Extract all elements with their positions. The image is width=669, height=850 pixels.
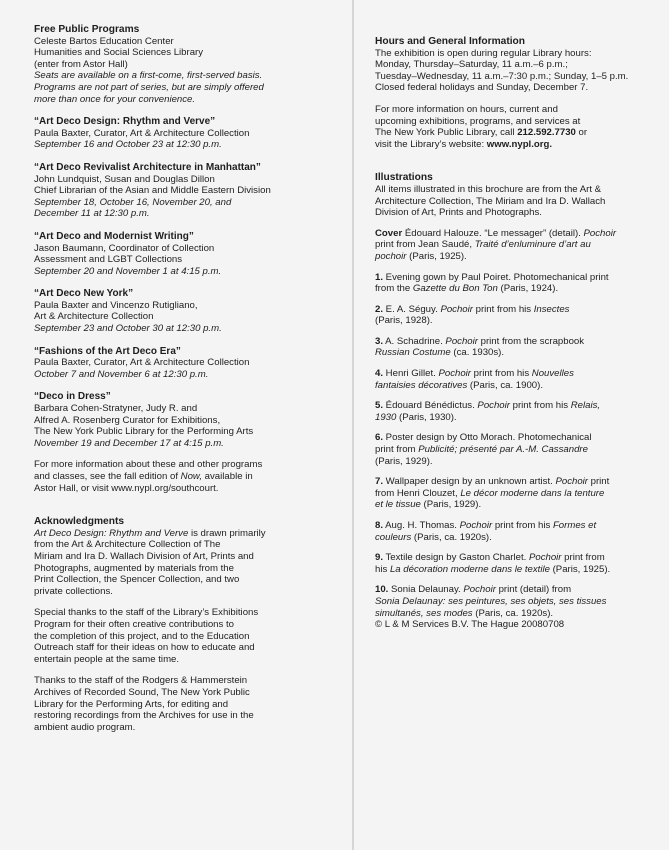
info-line: upcoming exhibitions, programs, and services at <box>375 115 581 127</box>
ack-line: the completion of this project, and to the Education <box>34 630 250 642</box>
illustration-credit <box>375 336 637 359</box>
left-column <box>34 24 338 733</box>
programs-heading: Free Public Programs <box>34 24 140 35</box>
credit-italic: Formes et <box>552 520 597 531</box>
credit-italic: Traité d’enluminure d’art au <box>474 239 591 251</box>
credit-text: print from his <box>472 303 534 315</box>
info-line: For more information on hours, current and <box>375 103 558 115</box>
ack-line: private collections. <box>34 585 113 597</box>
credit-line <box>375 596 637 608</box>
now-publication: Now, <box>180 471 202 482</box>
credit-italic: Relais, <box>570 400 601 412</box>
ack-line: Print Collection, the Spencer Collection, and two <box>34 574 240 586</box>
credit-text: from Henri Clouzet, <box>375 487 461 499</box>
hours-line: The exhibition is open during regular Library hours: <box>375 47 592 59</box>
program-entry <box>34 346 338 381</box>
program-title: “Art Deco and Modernist Writing” <box>34 230 194 242</box>
credit-text: print from Jean Saudé, <box>375 239 475 251</box>
credit-text: Édouard Halouze. “Le messager” (detail). <box>402 227 584 239</box>
credit-number: 1. <box>375 271 384 283</box>
program-presenter: Jason Baumann, Coordinator of Collection <box>34 242 215 254</box>
ack-line: Thanks to the staff of the Rodgers & Hammerstein <box>34 675 248 687</box>
seats-note: Programs are not part of series, but are simply offered <box>34 81 264 93</box>
credit-text: Poster design by Otto Morach. Photomechanical <box>383 432 592 444</box>
seats-note: more than once for your convenience. <box>34 93 196 105</box>
right-column <box>375 36 637 631</box>
credit-text: A. Schadrine. <box>383 335 446 347</box>
credit-italic: Pochoir <box>463 584 496 596</box>
info-line <box>375 127 637 139</box>
program-entry <box>34 391 338 449</box>
credit-text: E. A. Séguy. <box>383 303 441 315</box>
venue-line: (enter from Astor Hall) <box>34 58 128 70</box>
illustration-credit <box>375 432 637 467</box>
info-text: The New York Public Library, call <box>375 127 515 139</box>
credit-italic: couleurs <box>375 531 412 543</box>
credit-text: Textile design by Gaston Charlet. <box>383 552 529 564</box>
hours-line: Monday, Thursday–Saturday, 11 a.m.–6 p.m.; <box>375 59 568 71</box>
credit-number: 4. <box>375 368 384 380</box>
program-presenter: Chief Librarian of the Asian and Middle Eastern Division <box>34 185 271 197</box>
program-presenter: The New York Public Library for the Performing Arts <box>34 426 254 438</box>
credit-number: 10. <box>375 584 389 596</box>
cover-label: Cover <box>375 227 403 239</box>
credit-line <box>375 476 637 488</box>
credit-number: 9. <box>375 552 384 564</box>
credit-line <box>375 444 637 456</box>
program-dates: December 11 at 12:30 p.m. <box>34 208 150 220</box>
credit-italic: Pochoir <box>438 368 471 380</box>
credit-italic: Russian Costume <box>375 347 451 359</box>
credit-text: his <box>375 563 390 575</box>
credit-line <box>375 272 637 284</box>
illustration-credit <box>375 584 637 630</box>
credit-text: (Paris, 1924). <box>497 283 559 295</box>
hours-line: Tuesday–Wednesday, 11 a.m.–7:30 p.m.; Sunday, 1–5 p.m. <box>375 70 629 82</box>
program-presenter: Paula Baxter and Vincenzo Rutigliano, <box>34 299 198 311</box>
program-entry <box>34 116 338 151</box>
ack-text: is drawn primarily <box>188 527 266 539</box>
credit-text: print from <box>561 552 605 564</box>
credit-italic: Pochoir <box>477 400 510 412</box>
ack-line: Program for their often creative contributions to <box>34 618 234 630</box>
illustration-credit <box>375 520 637 543</box>
more-info-line[interactable]: Astor Hall, or visit www.nypl.org/southcourt. <box>34 482 219 494</box>
credit-line <box>375 304 637 316</box>
credit-line <box>375 532 637 544</box>
program-dates: September 16 and October 23 at 12:30 p.m. <box>34 139 222 151</box>
program-title: “Fashions of the Art Deco Era” <box>34 345 181 357</box>
credit-italic: Insectes <box>533 303 570 315</box>
hours-heading: Hours and General Information <box>375 36 526 47</box>
credit-text: Aug. H. Thomas. <box>383 520 460 531</box>
credit-italic: Le décor moderne dans la tenture <box>460 487 605 499</box>
credit-text: (Paris, 1925). <box>406 250 467 262</box>
illustration-credit <box>375 400 637 423</box>
credit-line <box>375 552 637 564</box>
program-list <box>34 116 338 449</box>
credit-italic: simultanés, ses modes <box>375 607 473 619</box>
info-line <box>375 139 637 151</box>
illustration-credit <box>375 552 637 575</box>
credit-italic: 1930 <box>375 411 397 423</box>
ack-line: entertain people at the same time. <box>34 653 180 665</box>
credit-text: Wallpaper design by an unknown artist. <box>383 476 556 488</box>
credit-italic: La décoration moderne dans le textile <box>389 563 550 575</box>
info-text: visit the Library’s website: <box>375 138 487 150</box>
credit-line <box>375 336 637 348</box>
credit-number: 8. <box>375 520 384 531</box>
credit-line <box>375 400 637 412</box>
credit-line <box>375 412 637 424</box>
credit-italic: Sonia Delaunay: ses peintures, ses objets, ses tissues <box>375 595 607 607</box>
hours-line: Closed federal holidays and Sunday, December 7. <box>375 82 589 94</box>
credit-text: (Paris, ca. 1920s). <box>411 531 492 543</box>
illustration-credit <box>375 272 637 295</box>
seats-note: Seats are available on a first-come, first-served basis. <box>34 70 263 82</box>
ack-line: ambient audio program. <box>34 721 136 733</box>
credit-line <box>375 608 637 620</box>
credit-line <box>375 520 637 532</box>
program-presenter: Art & Architecture Collection <box>34 311 154 323</box>
illustration-credit <box>375 368 637 391</box>
credit-italic: Nouvelles <box>531 368 574 380</box>
credit-text: print from <box>375 444 419 456</box>
program-entry <box>34 231 338 277</box>
more-info-text: and classes, see the fall edition of <box>34 471 178 482</box>
ack-line: Special thanks to the staff of the Library’s Exhibitions <box>34 607 259 619</box>
program-presenter: Barbara Cohen-Stratyner, Judy R. and <box>34 403 198 415</box>
credit-italic: pochoir <box>375 250 407 262</box>
illustrations-heading: Illustrations <box>375 172 433 184</box>
more-info-text: available in <box>204 471 253 482</box>
credit-line <box>375 456 637 468</box>
program-presenter: Paula Baxter, Curator, Art & Architecture Collection <box>34 357 250 369</box>
program-presenter: Assessment and LGBT Collections <box>34 254 183 266</box>
ack-line: Photographs, augmented by materials from the <box>34 562 234 574</box>
credit-italic: Pochoir <box>445 335 478 347</box>
more-info-line <box>34 471 338 483</box>
ack-line: Archives of Recorded Sound, The New York Public <box>34 686 250 698</box>
credit-line <box>375 347 637 359</box>
credit-line <box>375 499 637 511</box>
more-info-line: For more information about these and other programs <box>34 459 263 471</box>
illustration-credit <box>375 304 637 327</box>
illustration-credit <box>375 476 637 511</box>
program-title: “Art Deco New York” <box>34 288 134 300</box>
acknowledgments-heading: Acknowledgments <box>34 516 125 528</box>
credit-line <box>375 283 637 295</box>
credit-text: (Paris, 1925). <box>549 563 611 575</box>
credit-line <box>375 315 637 327</box>
copyright-line: © L & M Services B.V. The Hague 20080708 <box>375 619 565 631</box>
credit-text: Édouard Bénédictus. <box>383 400 478 412</box>
credit-text: print from his <box>471 368 532 380</box>
ack-line: from the Art & Architecture Collection of The <box>34 539 221 551</box>
credit-text: print (detail) from <box>495 584 572 596</box>
credit-text: from the <box>375 283 413 295</box>
credit-text: Sonia Delaunay. <box>388 584 464 596</box>
credit-line <box>375 564 637 576</box>
ack-line: Library for the Performing Arts, for editing and <box>34 698 229 710</box>
credit-number: 5. <box>375 400 384 412</box>
credit-text: (Paris, 1929). <box>420 499 482 511</box>
program-dates: September 20 and November 1 at 4:15 p.m. <box>34 265 222 277</box>
credit-text: (Paris, 1930). <box>396 411 457 423</box>
exhibition-title: Art Deco Design: Rhythm and Verve <box>34 527 189 539</box>
cover-credit <box>375 228 637 263</box>
program-title: “Art Deco Revivalist Architecture in Manhattan” <box>34 161 261 173</box>
website-link[interactable]: www.nypl.org. <box>486 138 552 150</box>
venue-line: Humanities and Social Sciences Library <box>34 47 204 59</box>
credit-text: print from the scrapbook <box>477 335 585 347</box>
program-dates: November 19 and December 17 at 4:15 p.m. <box>34 437 224 449</box>
credit-text: Henri Gillet. <box>383 368 439 380</box>
credit-italic: Publicité; présenté par A.-M. Cassandre <box>418 444 588 456</box>
credit-line <box>375 368 637 380</box>
credit-italic: Pochoir <box>440 303 473 315</box>
program-dates: September 23 and October 30 at 12:30 p.m. <box>34 323 222 335</box>
credit-italic: et le tissue <box>375 499 421 511</box>
credit-italic: Pochoir <box>459 520 493 531</box>
ack-line <box>34 528 338 540</box>
credit-number: 7. <box>375 476 384 488</box>
credit-italic: fantaisies décoratives <box>375 379 468 391</box>
program-dates: October 7 and November 6 at 12:30 p.m. <box>34 368 209 380</box>
ill-intro-line: All items illustrated in this brochure are from the Art & <box>375 183 602 195</box>
credit-text: (Paris, 1929). <box>375 455 433 467</box>
program-dates: September 18, October 16, November 20, and <box>34 196 232 208</box>
program-presenter: Paula Baxter, Curator, Art & Architecture Collection <box>34 127 250 139</box>
page-fold <box>352 0 354 850</box>
credit-italic: Pochoir <box>583 227 617 239</box>
program-entry <box>34 288 338 334</box>
credit-text: Evening gown by Paul Poiret. Photomechanical print <box>383 271 609 283</box>
credit-line <box>375 584 637 596</box>
credit-text: print from his <box>492 520 553 531</box>
credit-text: (Paris, 1928). <box>375 315 433 327</box>
ill-intro-line: Architecture Collection, The Miriam and Ira D. Wallach <box>375 195 606 207</box>
program-title: “Art Deco Design: Rhythm and Verve” <box>34 116 216 128</box>
credit-text: print from his <box>509 400 571 412</box>
credit-line <box>375 432 637 444</box>
credit-number: 3. <box>375 335 384 347</box>
credit-italic: Pochoir <box>528 552 562 564</box>
credit-text: (Paris, ca. 1900). <box>467 379 543 391</box>
ack-line: Outreach staff for their ideas on how to educate and <box>34 642 255 654</box>
program-entry <box>34 162 338 220</box>
illustration-list <box>375 272 637 631</box>
program-title: “Deco in Dress” <box>34 391 111 403</box>
ill-intro-line: Division of Art, Prints and Photographs. <box>375 207 542 219</box>
venue-line: Celeste Bartos Education Center <box>34 35 174 47</box>
credit-italic: Pochoir <box>555 476 588 488</box>
credit-text: (ca. 1930s). <box>450 347 505 359</box>
ack-line: restoring recordings from the Archives for use in the <box>34 710 254 722</box>
credit-italic: Gazette du Bon Ton <box>412 283 498 295</box>
info-text: or <box>575 127 588 139</box>
credit-text: print <box>587 476 610 488</box>
credit-line <box>375 488 637 500</box>
phone-number[interactable]: 212.592.7730 <box>517 127 576 139</box>
credit-number: 2. <box>375 303 384 315</box>
ack-line: Miriam and Ira D. Wallach Division of Art, Prints and <box>34 550 254 562</box>
program-presenter: John Lundquist, Susan and Douglas Dillon <box>34 173 215 185</box>
credit-text: (Paris, ca. 1920s). <box>472 607 554 619</box>
program-presenter: Alfred A. Rosenberg Curator for Exhibitions, <box>34 414 221 426</box>
credit-line <box>375 380 637 392</box>
credit-number: 6. <box>375 432 384 444</box>
